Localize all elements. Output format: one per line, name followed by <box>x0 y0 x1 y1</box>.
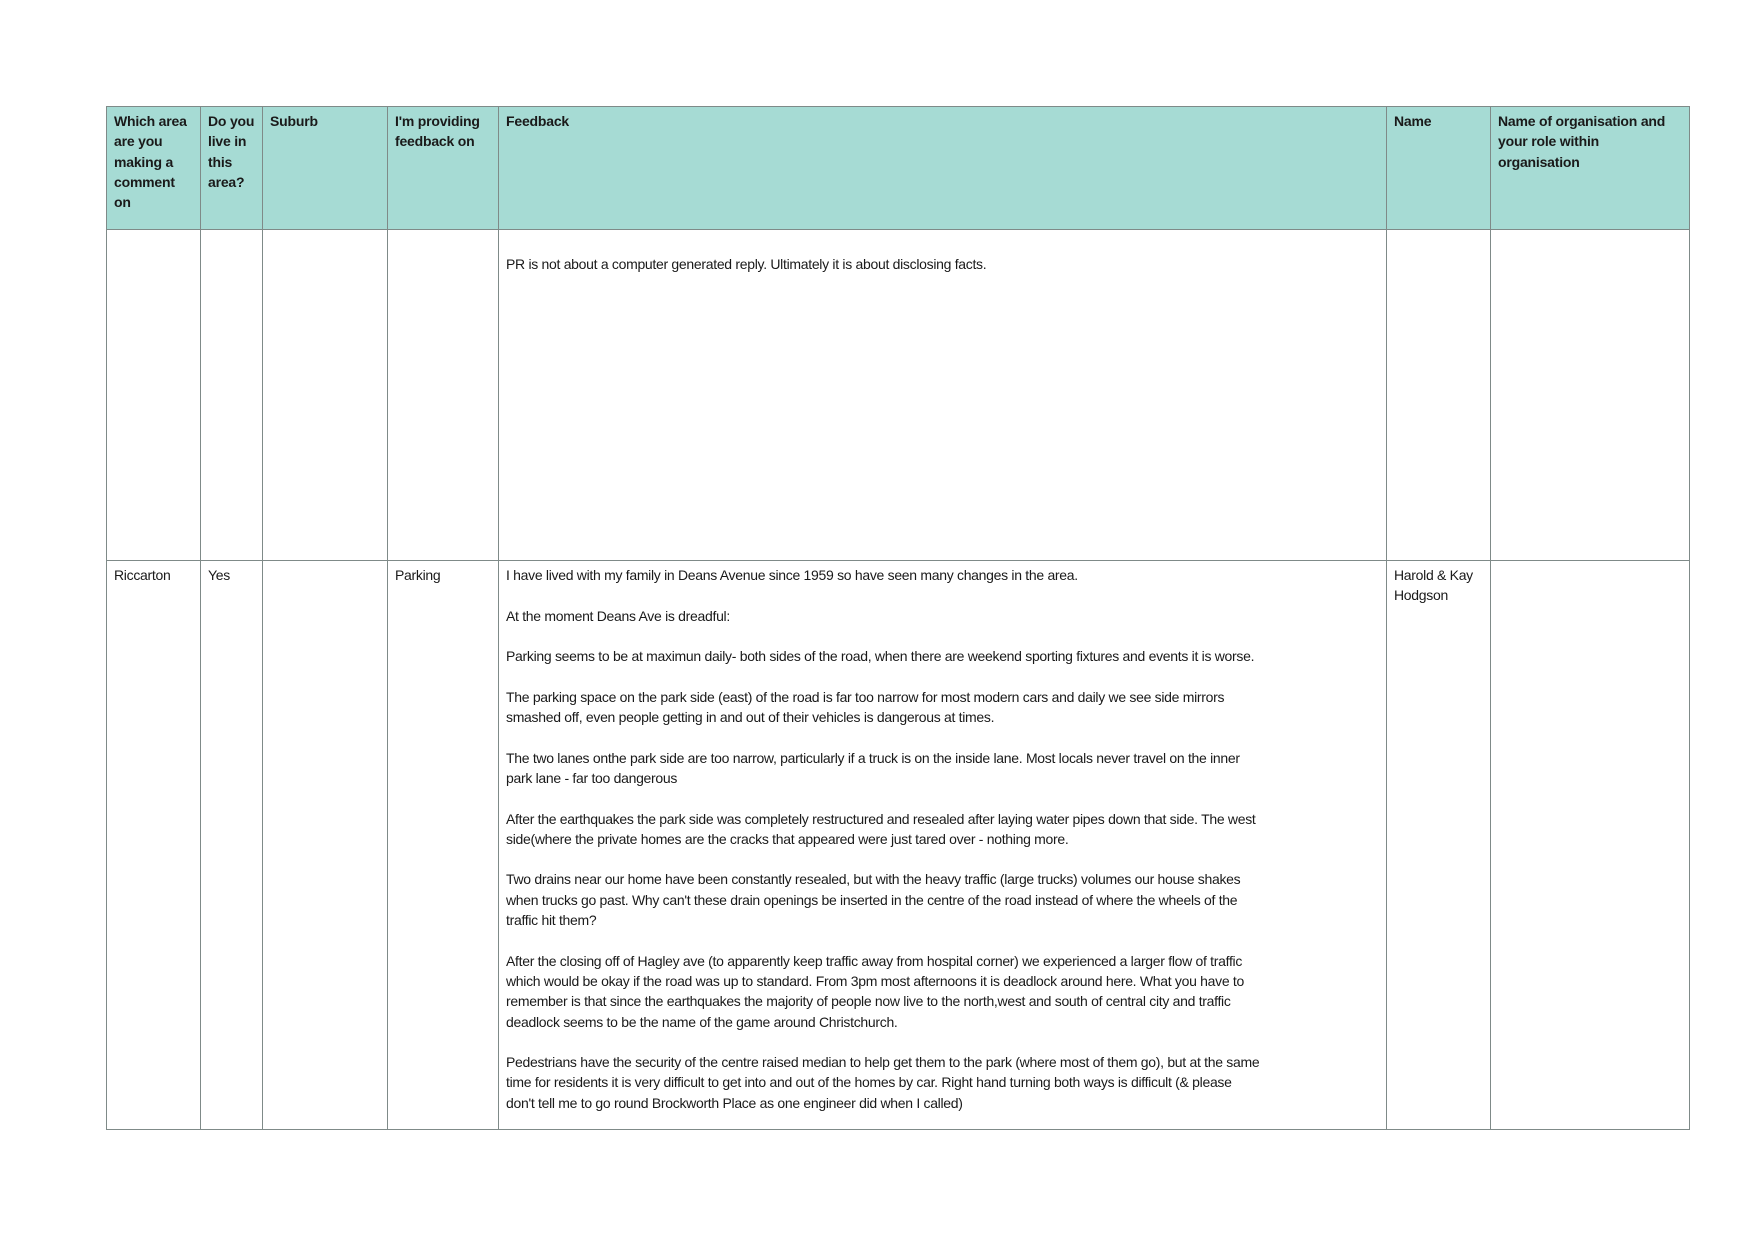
feedback-paragraph <box>506 606 1379 626</box>
feedback-line: After the earthquakes the park side was completely restructured and resealed after laying water pipes down that side. The west <box>506 810 1256 827</box>
feedback-line: remember is that since the earthquakes the majority of people now live to the north,west and south of central city and traffic <box>506 993 1231 1010</box>
cell-area: Riccarton <box>107 561 201 1130</box>
cell-feedback-topic <box>388 230 499 561</box>
cell-organisation <box>1491 230 1690 561</box>
cell-name <box>1387 230 1491 561</box>
feedback-line: The parking space on the park side (east) of the road is far too narrow for most modern cars and daily we see side mirrors <box>506 688 1225 705</box>
feedback-line: which would be okay if the road was up to standard. From 3pm most afternoons it is deadlock around here. What you have to <box>506 972 1245 989</box>
feedback-line: PR is not about a computer generated reply. Ultimately it is about disclosing facts. <box>506 256 987 272</box>
cell-area <box>107 230 201 561</box>
feedback-paragraph <box>506 687 1379 728</box>
feedback-paragraph <box>506 1052 1379 1113</box>
feedback-paragraph <box>506 254 1379 274</box>
header-name: Name <box>1387 107 1491 230</box>
table-row <box>107 561 1690 1130</box>
feedback-line: time for residents it is very difficult to get into and out of the homes by car. Right hand turning both ways is difficult (& please <box>506 1074 1232 1091</box>
cell-feedback <box>499 561 1387 1130</box>
header-feedback-topic: I'm providing feedback on <box>388 107 499 230</box>
feedback-line: I have lived with my family in Deans Avenue since 1959 so have seen many changes in the area. <box>506 567 1078 583</box>
header-feedback: Feedback <box>499 107 1387 230</box>
header-row <box>107 107 1690 230</box>
cell-live-in-area: Yes <box>201 561 263 1130</box>
feedback-line: park lane - far too dangerous <box>506 769 678 786</box>
cell-name: Harold & Kay Hodgson <box>1387 561 1491 1130</box>
feedback-paragraph <box>506 869 1379 930</box>
feedback-line: smashed off, even people getting in and out of their vehicles is dangerous at times. <box>506 709 995 726</box>
feedback-line: At the moment Deans Ave is dreadful: <box>506 607 730 624</box>
cell-suburb <box>263 230 388 561</box>
feedback-line: Pedestrians have the security of the centre raised median to help get them to the park (where most of them go), but at the same <box>506 1054 1260 1071</box>
feedback-line: Parking seems to be at maximun daily- both sides of the road, when there are weekend sporting fixtures and events it is worse. <box>506 648 1255 665</box>
header-organisation: Name of organisation and your role within organisation <box>1491 107 1690 230</box>
feedback-line: don't tell me to go round Brockworth Place as one engineer did when I called) <box>506 1094 963 1111</box>
feedback-paragraph <box>506 951 1379 1032</box>
feedback-table <box>106 106 1690 1130</box>
feedback-line: deadlock seems to be the name of the game around Christchurch. <box>506 1013 898 1030</box>
feedback-line: traffic hit them? <box>506 912 597 929</box>
header-suburb: Suburb <box>263 107 388 230</box>
header-area: Which area are you making a comment on <box>107 107 201 230</box>
feedback-paragraph <box>506 646 1379 666</box>
cell-suburb <box>263 561 388 1130</box>
header-live-in-area: Do you live in this area? <box>201 107 263 230</box>
feedback-line: side(where the private homes are the cracks that appeared were just tared over - nothing more. <box>506 830 1069 847</box>
feedback-line: when trucks go past. Why can't these drain openings be inserted in the centre of the road instead of where the wheels of the <box>506 891 1238 908</box>
cell-live-in-area <box>201 230 263 561</box>
table-row <box>107 230 1690 561</box>
feedback-line: Two drains near our home have been constantly resealed, but with the heavy traffic (large trucks) volumes our house shakes <box>506 871 1241 888</box>
feedback-paragraph <box>506 565 1379 585</box>
feedback-line: After the closing off of Hagley ave (to apparently keep traffic away from hospital corner) we experienced a larger flow of traffic <box>506 952 1243 969</box>
feedback-paragraph <box>506 748 1379 789</box>
cell-feedback-topic: Parking <box>388 561 499 1130</box>
cell-feedback <box>499 230 1387 561</box>
cell-organisation <box>1491 561 1690 1130</box>
feedback-paragraph <box>506 809 1379 850</box>
feedback-line: The two lanes onthe park side are too narrow, particularly if a truck is on the inside lane. Most locals never travel on the inner <box>506 749 1240 766</box>
